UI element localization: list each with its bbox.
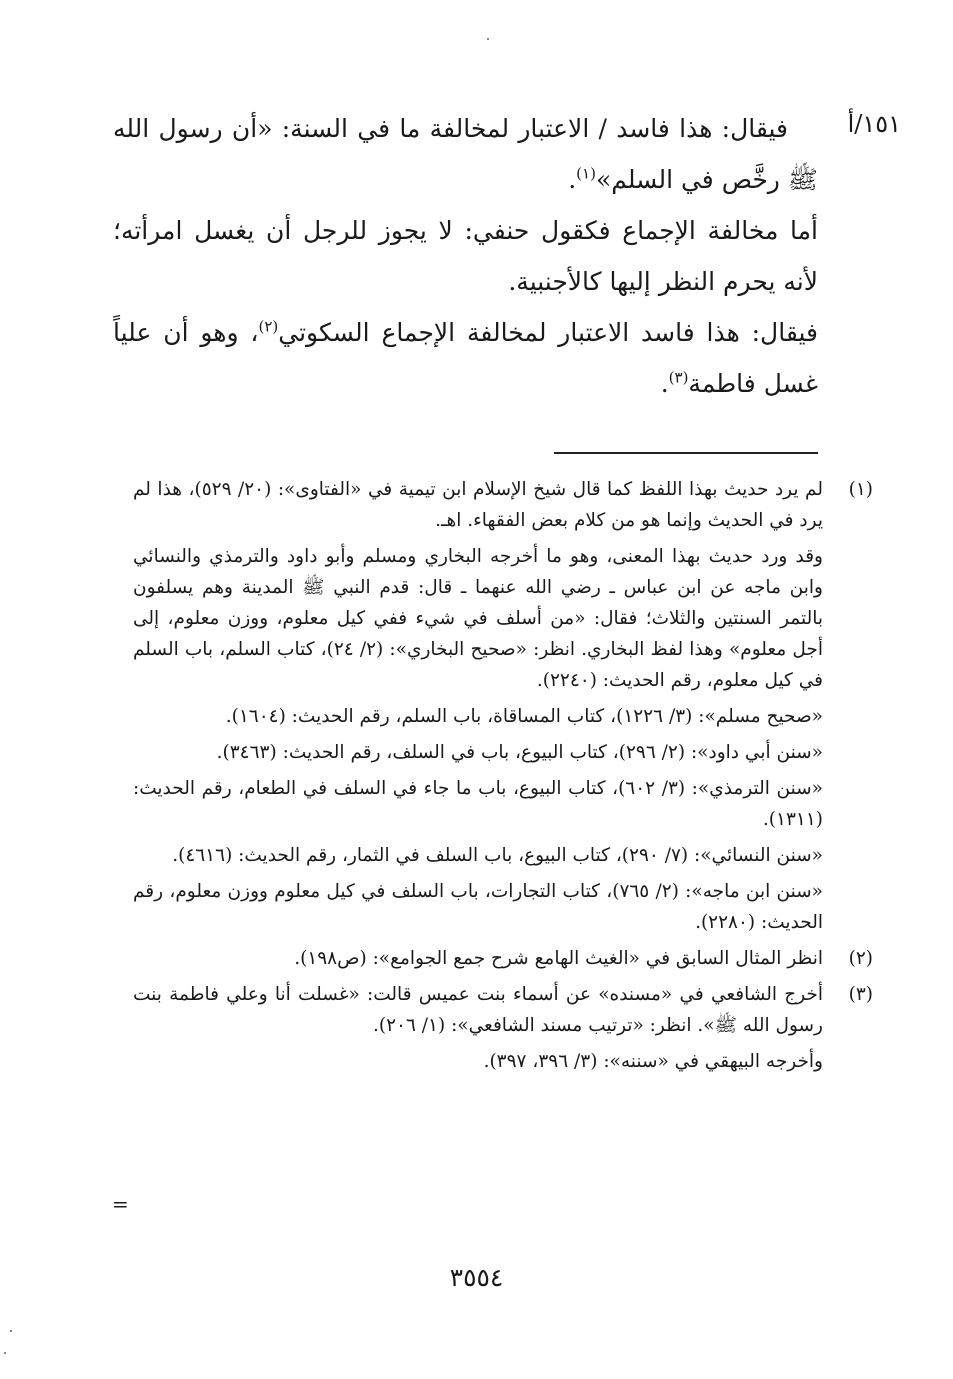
footnote-separator [554,452,818,454]
footnote-paragraph: أخرج الشافعي في «مسنده» عن أسماء بنت عميس قالت: «غسلت أنا وعلي فاطمة بنت رسول الله ﷺ». انظر: «ترتيب مسند الشافعي»: (١/ ٢٠٦). [133,984,823,1036]
continuation-mark: = [112,1192,129,1216]
scan-speck [4,1352,6,1354]
footnote-ref-3[interactable]: (٣) [668,368,689,387]
footnote-number: (٢) [848,948,873,969]
scan-speck [10,1330,12,1332]
footnote-number: (٣) [848,984,873,1005]
footnote-paragraph: وقد ورد حديث بهذا المعنى، وهو ما أخرجه البخاري ومسلم وأبو داود والترمذي والنسائي وابن ماجه عن ابن عباس ـ رضي الله عنهما ـ قال: قدم النبي ﷺ المدينة وهم يسلفون بالتمر السنتين والثلاث؛ فقال: «من أسلف في شيء ففي كيل معلوم، ووزن معلوم، إلى أجل معلوم» وهذا لفظ البخاري. انظر: «صحيح البخاري»: (٢/ ٢٤)، كتاب السلم، باب السلم في كيل معلوم، رقم الحديث: (٢٢٤٠). [133,546,823,691]
footnote-paragraph: «سنن ابن ماجه»: (٢/ ٧٦٥)، كتاب التجارات، باب السلف في كيل معلوم ووزن معلوم، رقم الحديث: (٢٢٨٠). [133,881,823,933]
footnote-ref-2[interactable]: (٢) [258,317,279,336]
main-text-body [113,103,818,409]
manuscript-folio-marker: ١٥١/أ [847,110,901,138]
footnote-paragraph: وأخرجه البيهقي في «سننه»: (٣/ ٣٩٦، ٣٩٧). [483,1051,823,1072]
footnote-paragraph: «سنن أبي داود»: (٢/ ٢٩٦)، كتاب البيوع، باب في السلف، رقم الحديث: (٣٤٦٣). [216,742,823,763]
main-paragraph-1: فيقال: هذا فاسد / الاعتبار لمخالفة ما في السنة: «أن رسول الله ﷺ رخَّص في السلم»$^{(١)}$. [113,114,818,194]
scan-speck [487,38,489,40]
main-paragraph-3: فيقال: هذا فاسد الاعتبار لمخالفة الإجماع السكوتي$^{(٢)}$، وهو أن علياً غسل فاطمة$^{(٣)}$. [113,317,818,398]
footnote-ref-1[interactable]: (١) [576,164,596,183]
footnote-paragraph: انظر المثال السابق في «الغيث الهامع شرح جمع الجوامع»: (ص١٩٨). [294,948,823,969]
footnote-2 [133,943,873,974]
footnote-1 [133,474,873,938]
footnotes-section [133,474,873,1082]
footnote-paragraph: «سنن الترمذي»: (٣/ ٦٠٢)، كتاب البيوع، باب ما جاء في السلف في الطعام، رقم الحديث: (١٣١١). [133,778,823,830]
footnote-paragraph: لم يرد حديث بهذا اللفظ كما قال شيخ الإسلام ابن تيمية في «الفتاوى»: (٢٠/ ٥٢٩)، هذا لم يرد في الحديث وإنما هو من كلام بعض الفقهاء. اهـ. [133,479,823,531]
footnote-number: (١) [848,479,873,500]
main-paragraph-2: أما مخالفة الإجماع فكقول حنفي: لا يجوز للرجل أن يغسل امرأته؛ لأنه يحرم النظر إليها كالأجنبية. [113,216,818,296]
footnote-paragraph: «صحيح مسلم»: (٣/ ١٢٢٦)، كتاب المساقاة، باب السلم، رقم الحديث: (١٦٠٤). [225,706,823,727]
page-number: ٣٥٥٤ [449,1263,504,1292]
footnote-paragraph: «سنن النسائي»: (٧/ ٢٩٠)، كتاب البيوع، باب السلف في الثمار، رقم الحديث: (٤٦١٦). [172,845,823,866]
footnote-3 [133,979,873,1077]
